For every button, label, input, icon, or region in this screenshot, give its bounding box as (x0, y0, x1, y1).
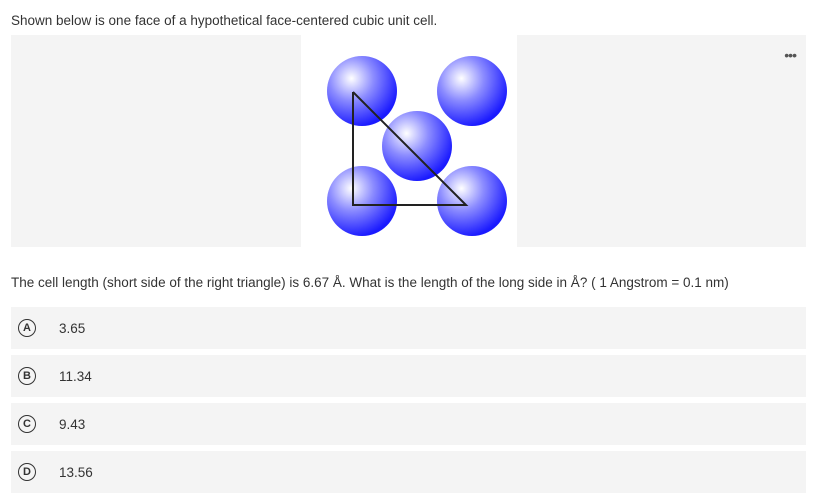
option-d[interactable] (11, 451, 806, 493)
option-value: 9.43 (59, 416, 86, 432)
answer-options (11, 307, 806, 499)
question-text: The cell length (short side of the right triangle) is 6.67 Å. What is the length of the long side in Å? ( 1 Angstrom = 0.1 nm) (11, 275, 729, 290)
option-letter-badge: A (18, 319, 36, 337)
option-letter-badge: C (18, 415, 36, 433)
figure-band-right (517, 35, 806, 247)
fcc-face-svg (301, 35, 517, 247)
corner-atom-bottom-left (327, 166, 397, 236)
option-value: 3.65 (59, 320, 86, 336)
fcc-face-diagram (301, 35, 517, 247)
option-value: 11.34 (59, 368, 92, 384)
prompt-text: Shown below is one face of a hypothetical face-centered cubic unit cell. (11, 13, 438, 28)
option-value: 13.56 (59, 464, 93, 480)
option-a[interactable] (11, 307, 806, 349)
face-center-atom (382, 111, 452, 181)
corner-atom-top-left (327, 56, 397, 126)
option-c[interactable] (11, 403, 806, 445)
option-letter-badge: B (18, 367, 36, 385)
figure-band-left (11, 35, 301, 247)
more-options-icon[interactable]: ••• (784, 47, 796, 63)
corner-atom-bottom-right (437, 166, 507, 236)
figure-area (11, 35, 806, 247)
option-b[interactable] (11, 355, 806, 397)
corner-atom-top-right (437, 56, 507, 126)
option-letter-badge: D (18, 463, 36, 481)
